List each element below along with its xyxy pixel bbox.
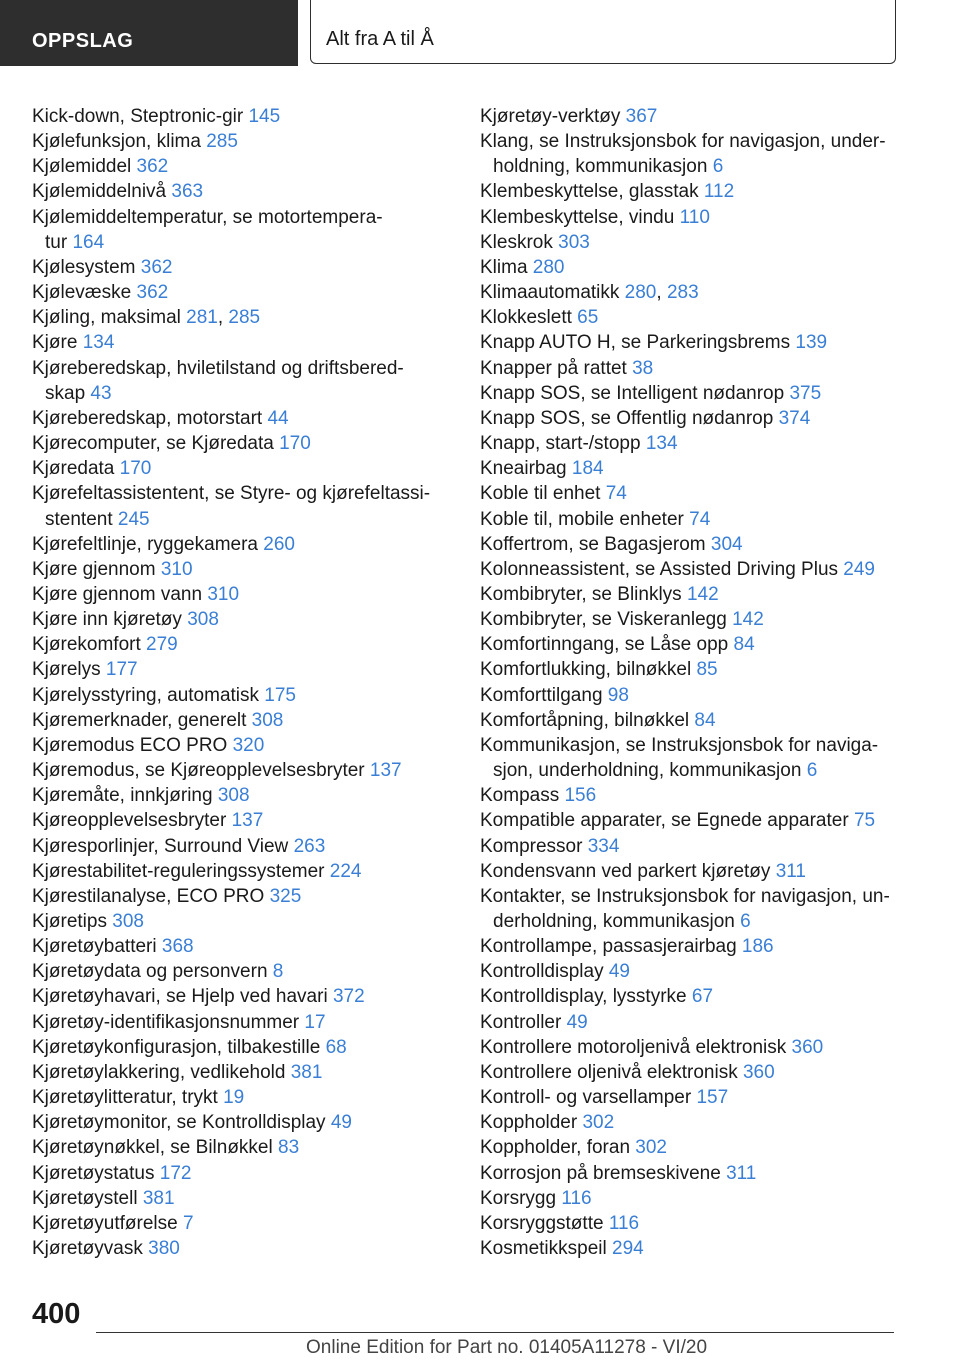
index-entry xyxy=(480,1211,920,1236)
page-reference-link[interactable]: 170 xyxy=(279,433,311,455)
index-term: Kjøretøystell xyxy=(32,1187,138,1209)
page-reference-link[interactable]: 308 xyxy=(251,709,284,731)
index-entry xyxy=(32,984,457,1009)
page-reference-link[interactable]: 68 xyxy=(325,1036,347,1058)
edition-note: Online Edition for Part no. 01405A11278 - VI/20 xyxy=(306,1337,708,1358)
page-reference-link[interactable]: 308 xyxy=(217,785,250,807)
index-entry xyxy=(32,179,457,204)
page-reference-link[interactable]: 308 xyxy=(112,911,144,932)
index-term: Kjøretøy-identifikasjonsnummer xyxy=(32,1011,300,1033)
page-reference-link[interactable]: 49 xyxy=(330,1112,352,1134)
page-reference-link[interactable]: 363 xyxy=(171,181,204,203)
page-reference-link[interactable]: 360 xyxy=(742,1061,775,1083)
index-term-continued: derholdning, kommunikasjon xyxy=(493,911,735,932)
index-entry xyxy=(480,104,920,129)
index-term: Kolonneassistent, se Assisted Driving Plus xyxy=(480,558,839,580)
index-entry xyxy=(32,683,457,708)
index-entry xyxy=(32,356,457,406)
page-reference-link[interactable]: 67 xyxy=(691,986,714,1008)
index-entry xyxy=(480,708,920,733)
index-entry xyxy=(480,406,920,431)
index-entry xyxy=(480,984,920,1009)
index-entry xyxy=(32,1035,457,1060)
index-term-continued: sjon, underholdning, kommunikasjon xyxy=(493,760,802,782)
index-term: Kjøretøylakkering, vedlikehold xyxy=(32,1061,286,1083)
page-reference-link[interactable]: 280 xyxy=(532,256,565,278)
index-term: Kjørefeltassistentent, se Styre- og kjørefeltassi- xyxy=(32,483,431,505)
page-reference-link[interactable]: 65 xyxy=(577,307,599,329)
page-reference-link[interactable]: 362 xyxy=(136,156,169,178)
index-entry xyxy=(32,934,457,959)
index-term: Kjølemiddeltemperatur, se motortempera- xyxy=(32,206,383,228)
index-entry xyxy=(32,481,457,531)
index-term: Kommunikasjon, se Instruksjonsbok for naviga- xyxy=(480,734,879,756)
index-term: Komfortlukking, bilnøkkel xyxy=(480,659,692,681)
page-reference-link[interactable]: 302 xyxy=(635,1137,667,1159)
index-term: Kondensvann ved parkert kjøretøy xyxy=(480,860,771,882)
page-reference-link[interactable]: 85 xyxy=(696,659,718,681)
index-entry xyxy=(32,884,457,909)
page-reference-link[interactable]: 156 xyxy=(564,785,597,807)
index-term: Kompatible apparater, se Egnede apparater xyxy=(480,810,849,832)
index-term: Kombibryter, se Viskeranlegg xyxy=(480,609,727,631)
page-reference-link[interactable]: 19 xyxy=(223,1087,245,1109)
index-term: Kombibryter, se Blinklys xyxy=(480,583,682,605)
index-term: Kjøreopplevelsesbryter xyxy=(32,810,227,832)
index-term: Knapper på rattet xyxy=(480,357,627,379)
index-column-right xyxy=(480,104,920,1261)
index-term: Kompressor xyxy=(480,835,583,857)
index-entry xyxy=(480,305,920,330)
index-entry xyxy=(32,808,457,833)
page-reference-link[interactable]: 263 xyxy=(293,835,326,857)
page-reference-link[interactable]: 249 xyxy=(843,558,875,580)
index-entry xyxy=(32,582,457,607)
index-term: Kontroll- og varsellamper xyxy=(480,1087,692,1109)
index-term: Kjørekomfort xyxy=(32,634,141,656)
index-entry xyxy=(32,255,457,280)
index-term: Kjørecomputer, se Kjøredata xyxy=(32,433,274,455)
page-reference-link[interactable]: 75 xyxy=(853,810,876,832)
index-term: Knapp AUTO H, se Parkeringsbrems xyxy=(480,332,791,354)
index-entry xyxy=(480,657,920,682)
index-term: Kjøre gjennom vann xyxy=(32,583,203,605)
index-entry xyxy=(480,1060,920,1085)
index-term: Kontrolldisplay xyxy=(480,961,604,983)
index-entry xyxy=(32,959,457,984)
index-term: Korsrygg xyxy=(480,1187,557,1209)
index-term: Kjøretøystatus xyxy=(32,1162,155,1184)
index-entry xyxy=(480,934,920,959)
index-entry xyxy=(32,532,457,557)
page-reference-link[interactable]: 157 xyxy=(696,1087,729,1109)
index-term: Kjøling, maksimal xyxy=(32,307,181,329)
page-reference-link[interactable]: 320 xyxy=(232,734,265,756)
index-entry xyxy=(32,330,457,355)
index-term-continued: holdning, kommunikasjon xyxy=(493,156,708,178)
index-term: Klang, se Instruksjonsbok for navigasjon, under- xyxy=(480,131,886,153)
index-entry xyxy=(480,1085,920,1110)
index-term: Kontrollere motoroljenivå elektronisk xyxy=(480,1036,787,1058)
index-entry xyxy=(480,205,920,230)
index-entry xyxy=(32,1085,457,1110)
page-reference-link[interactable]: 360 xyxy=(791,1036,824,1058)
index-entry xyxy=(32,129,457,154)
index-entry xyxy=(480,808,920,833)
index-term: Kjøremåte, innkjøring xyxy=(32,785,213,807)
page-reference-link[interactable]: 311 xyxy=(726,1162,757,1184)
index-entry xyxy=(32,708,457,733)
index-term: Kjøremerknader, generelt xyxy=(32,709,247,731)
page-reference-link[interactable]: 134 xyxy=(645,433,678,455)
index-term: Kjøretøyvask xyxy=(32,1238,143,1260)
index-term-continued: skap xyxy=(45,382,86,404)
page-reference-link[interactable]: 44 xyxy=(267,407,289,429)
index-entry xyxy=(480,532,920,557)
page-reference-link[interactable]: 281 xyxy=(186,307,218,329)
page-reference-link[interactable]: 381 xyxy=(142,1187,175,1209)
index-entry xyxy=(480,129,920,179)
index-entry xyxy=(480,1110,920,1135)
index-term: Kjøreberedskap, hviletilstand og driftsbered- xyxy=(32,357,404,379)
index-term: Komfortinngang, se Låse opp xyxy=(480,634,729,656)
page-reference-link[interactable]: 280 xyxy=(624,282,657,304)
page-reference-link[interactable]: 8 xyxy=(272,961,284,983)
page-reference-link[interactable]: 137 xyxy=(369,760,402,782)
page-reference-link[interactable]: 308 xyxy=(187,609,219,631)
page-reference-link[interactable]: 139 xyxy=(795,332,828,354)
index-entry xyxy=(32,104,457,129)
page-reference-link[interactable]: 362 xyxy=(140,256,173,278)
page-reference-link[interactable]: 170 xyxy=(119,458,152,480)
page-reference-link[interactable]: 186 xyxy=(741,936,774,958)
index-term: Knapp, start-/stopp xyxy=(480,433,641,455)
index-term: Kontakter, se Instruksjonsbok for navigasjon, un- xyxy=(480,885,890,907)
index-term: Kjøretips xyxy=(32,911,107,932)
index-entry xyxy=(480,507,920,532)
index-entry xyxy=(480,783,920,808)
index-term: Kjølefunksjon, klima xyxy=(32,131,201,153)
page-reference-link[interactable]: 372 xyxy=(332,986,365,1008)
index-entry xyxy=(480,381,920,406)
index-term: Kosmetikkspeil xyxy=(480,1238,607,1260)
index-term: Kjøreberedskap, motorstart xyxy=(32,407,263,429)
index-term: Kjøretøyhavari, se Hjelp ved havari xyxy=(32,986,328,1008)
page-reference-link[interactable]: 164 xyxy=(72,231,105,253)
index-term: Korrosjon på bremseskivene xyxy=(480,1162,721,1184)
page-reference-link[interactable]: 74 xyxy=(689,508,711,530)
index-term-continued: tur xyxy=(45,231,68,253)
index-term: Kjørefeltlinje, ryggekamera xyxy=(32,533,258,555)
index-term-continued: stentent xyxy=(45,508,113,530)
index-entry xyxy=(480,1135,920,1160)
page-reference-link[interactable]: 49 xyxy=(608,961,630,983)
page-reference-link[interactable]: 38 xyxy=(632,357,654,379)
index-entry xyxy=(32,783,457,808)
page-reference-link[interactable]: 6 xyxy=(806,760,818,782)
index-term: Koble til enhet xyxy=(480,483,601,505)
index-term: Klokkeslett xyxy=(480,307,572,329)
page-reference-link[interactable]: 17 xyxy=(304,1011,326,1033)
index-entry xyxy=(32,1236,457,1261)
index-term: Komfortåpning, bilnøkkel xyxy=(480,709,690,731)
page-reference-link[interactable]: 142 xyxy=(732,609,764,631)
index-entry xyxy=(32,406,457,431)
index-term: Kjørestabilitet-reguleringssystemer xyxy=(32,860,325,882)
index-term: Knapp SOS, se Offentlig nødanrop xyxy=(480,407,774,429)
page-reference-link[interactable]: 310 xyxy=(160,558,193,580)
subsection-title: Alt fra A til Å xyxy=(326,28,434,50)
index-term: Klimaautomatikk xyxy=(480,282,620,304)
index-term: Kjøretøynøkkel, se Bilnøkkel xyxy=(32,1137,273,1159)
index-entry xyxy=(480,557,920,582)
index-entry xyxy=(32,431,457,456)
index-entry: Kjøling, maksimal 281, 285 xyxy=(32,307,261,329)
page-reference-link[interactable]: 285 xyxy=(228,307,261,329)
index-entry xyxy=(32,1110,457,1135)
index-entry xyxy=(480,356,920,381)
index-entry xyxy=(32,1135,457,1160)
index-entry xyxy=(480,733,920,783)
index-term: Kjøremodus ECO PRO xyxy=(32,734,228,756)
page-reference-link[interactable]: 374 xyxy=(778,407,811,429)
index-entry xyxy=(480,255,920,280)
index-entry xyxy=(32,557,457,582)
page-reference-link[interactable]: 116 xyxy=(561,1187,592,1209)
index-term: Kjøretøybatteri xyxy=(32,936,157,958)
index-term: Kjøre xyxy=(32,332,78,354)
index-term: Klima xyxy=(480,256,528,278)
index-term: Kontrollere oljenivå elektronisk xyxy=(480,1061,738,1083)
page-reference-link[interactable]: 334 xyxy=(587,835,620,857)
index-term: Kontrollampe, passasjerairbag xyxy=(480,936,737,958)
index-term: Kjøretøymonitor, se Kontrolldisplay xyxy=(32,1112,326,1134)
page-reference-link[interactable]: 116 xyxy=(608,1212,640,1234)
index-term: Koppholder, foran xyxy=(480,1137,631,1159)
index-term: Koble til, mobile enheter xyxy=(480,508,684,530)
index-term: Kjørelysstyring, automatisk xyxy=(32,684,260,706)
page-reference-link[interactable]: 84 xyxy=(694,709,716,731)
index-term: Koppholder xyxy=(480,1112,578,1134)
index-term: Kjøre inn kjøretøy xyxy=(32,609,182,631)
page-reference-link[interactable]: 84 xyxy=(733,634,755,656)
index-entry xyxy=(480,330,920,355)
index-term: Klembeskyttelse, glasstak xyxy=(480,181,699,203)
index-term: Kjøremodus, se Kjøreopplevelsesbryter xyxy=(32,760,365,782)
index-term: Kjøretøydata og personvern xyxy=(32,961,268,983)
page-number: 400 xyxy=(32,1298,81,1330)
index-entry xyxy=(32,859,457,884)
page-reference-link[interactable]: 325 xyxy=(269,885,302,907)
page-reference-link[interactable]: 43 xyxy=(90,382,112,404)
index-term: Kjørelys xyxy=(32,659,101,681)
page-reference-link[interactable]: 285 xyxy=(206,131,238,153)
index-term: Knapp SOS, se Intelligent nødanrop xyxy=(480,382,785,404)
index-column-left xyxy=(32,104,457,1261)
index-entry xyxy=(32,456,457,481)
page-reference-link[interactable]: 134 xyxy=(82,332,115,354)
index-entry xyxy=(32,1161,457,1186)
index-term: Korsryggstøtte xyxy=(480,1212,604,1234)
index-entry: Klimaautomatikk 280, 283 xyxy=(480,282,699,304)
page-reference-link[interactable]: 98 xyxy=(607,684,629,706)
page-reference-link[interactable]: 112 xyxy=(703,181,735,203)
page-reference-link[interactable]: 6 xyxy=(740,911,751,932)
index-entry xyxy=(32,1010,457,1035)
page-reference-link[interactable]: 245 xyxy=(117,508,150,530)
subsection-tab xyxy=(310,0,896,64)
index-entry xyxy=(480,230,920,255)
index-term: Kjøresporlinjer, Surround View xyxy=(32,835,289,857)
index-term: Koffertrom, se Bagasjerom xyxy=(480,533,706,555)
page-reference-link[interactable]: 304 xyxy=(710,533,743,555)
index-entry xyxy=(480,683,920,708)
page-reference-link[interactable]: 362 xyxy=(136,282,169,304)
index-entry xyxy=(32,657,457,682)
index-term: Kjølemiddel xyxy=(32,156,132,178)
index-entry xyxy=(480,1035,920,1060)
index-entry xyxy=(480,1010,920,1035)
index-entry xyxy=(480,884,920,934)
index-entry xyxy=(480,859,920,884)
index-term: Kjølevæske xyxy=(32,282,132,304)
page-reference-link[interactable]: 283 xyxy=(666,282,699,304)
page-reference-link[interactable]: 74 xyxy=(605,483,627,505)
page-reference-link[interactable]: 172 xyxy=(159,1162,192,1184)
index-entry xyxy=(480,607,920,632)
page-reference-link[interactable]: 7 xyxy=(182,1212,194,1234)
page-reference-link[interactable]: 184 xyxy=(571,458,604,480)
index-entry xyxy=(32,154,457,179)
index-entry xyxy=(480,632,920,657)
page-reference-link[interactable]: 110 xyxy=(679,206,710,228)
page-reference-link[interactable]: 137 xyxy=(231,810,264,832)
page-reference-link[interactable]: 177 xyxy=(105,659,138,681)
page-reference-link[interactable]: 367 xyxy=(625,106,658,127)
index-entry xyxy=(32,280,457,305)
index-term: Kompass xyxy=(480,785,560,807)
index-entry xyxy=(32,1186,457,1211)
index-term: Kontroller xyxy=(480,1011,562,1033)
index-entry xyxy=(480,959,920,984)
index-entry xyxy=(480,582,920,607)
index-entry xyxy=(32,607,457,632)
index-term: Kontrolldisplay, lysstyrke xyxy=(480,986,687,1008)
index-term: Kneairbag xyxy=(480,458,567,480)
page-reference-link[interactable]: 302 xyxy=(582,1112,615,1134)
index-entry xyxy=(480,1236,920,1261)
page-reference-link[interactable]: 368 xyxy=(161,936,194,958)
index-term: Kick-down, Steptronic-gir xyxy=(32,106,244,127)
section-title: OPPSLAG xyxy=(32,30,134,52)
section-tab xyxy=(0,0,298,66)
page-reference-link[interactable]: 381 xyxy=(290,1061,323,1083)
index-entry xyxy=(480,834,920,859)
index-entry xyxy=(480,456,920,481)
index-entry xyxy=(480,1186,920,1211)
index-entry xyxy=(32,1060,457,1085)
index-term: Kjøre gjennom xyxy=(32,558,156,580)
index-term: Kjøretøyutførelse xyxy=(32,1212,178,1234)
page-reference-link[interactable]: 294 xyxy=(612,1238,644,1260)
index-entry xyxy=(32,205,457,255)
index-entry xyxy=(480,481,920,506)
index-term: Kjøretøylitteratur, trykt xyxy=(32,1087,218,1109)
index-term: Kleskrok xyxy=(480,231,553,253)
index-entry xyxy=(480,179,920,204)
index-term: Kjøretøykonfigurasjon, tilbakestille xyxy=(32,1036,321,1058)
page-reference-link[interactable]: 6 xyxy=(712,156,724,178)
index-entry xyxy=(480,1161,920,1186)
page-reference-link[interactable]: 311 xyxy=(775,860,806,882)
page-reference-link[interactable]: 145 xyxy=(248,106,281,127)
page-reference-link[interactable]: 303 xyxy=(558,231,590,253)
index-term: Klembeskyttelse, vindu xyxy=(480,206,675,228)
page-reference-link[interactable]: 142 xyxy=(686,583,719,605)
page-reference-link[interactable]: 380 xyxy=(148,1238,180,1260)
index-term: Kjølesystem xyxy=(32,256,136,278)
page-reference-link[interactable]: 175 xyxy=(264,684,296,706)
page-reference-link[interactable]: 260 xyxy=(263,533,295,555)
index-term: Komforttilgang xyxy=(480,684,603,706)
index-term: Kjøretøy-verktøy xyxy=(480,106,621,127)
index-entry xyxy=(32,733,457,758)
index-entry xyxy=(32,834,457,859)
index-entry xyxy=(32,632,457,657)
page-reference-link[interactable]: 83 xyxy=(278,1137,300,1159)
index-entry xyxy=(32,909,457,934)
index-entry xyxy=(480,431,920,456)
index-term: Kjørestilanalyse, ECO PRO xyxy=(32,885,265,907)
index-entry xyxy=(32,758,457,783)
footer-divider xyxy=(96,1332,894,1333)
index-term: Kjøredata xyxy=(32,458,115,480)
page-header xyxy=(0,0,960,66)
index-term: Kjølemiddelnivå xyxy=(32,181,167,203)
page-reference-link[interactable]: 310 xyxy=(207,583,240,605)
page-reference-link[interactable]: 49 xyxy=(566,1011,588,1033)
page-reference-link[interactable]: 375 xyxy=(789,382,822,404)
page-reference-link[interactable]: 279 xyxy=(146,634,178,656)
page-reference-link[interactable]: 224 xyxy=(329,860,362,882)
index-entry xyxy=(32,1211,457,1236)
